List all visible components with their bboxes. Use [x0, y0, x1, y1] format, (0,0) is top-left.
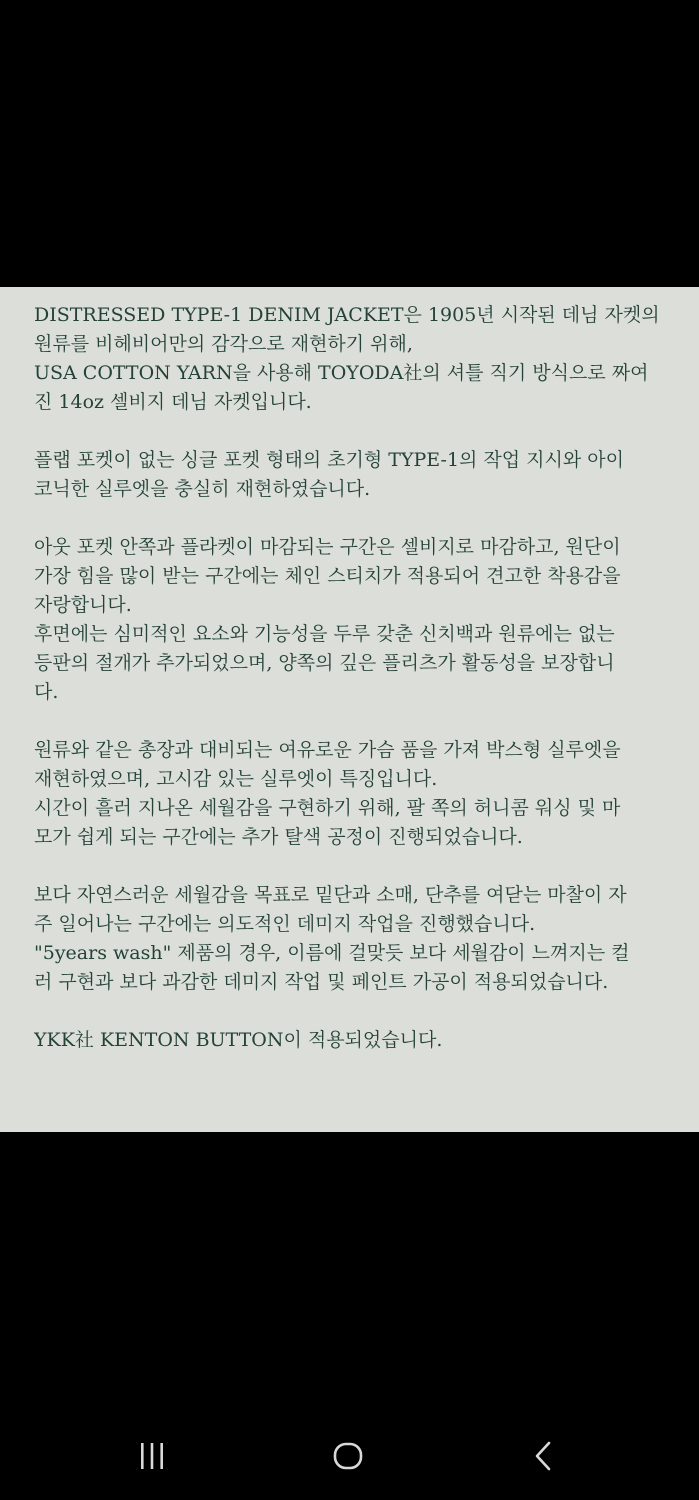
text-line: 재현하였으며, 고시감 있는 실루엣이 특징입니다. — [34, 768, 438, 790]
paragraph-construction — [34, 533, 669, 707]
paragraph-spacer — [34, 417, 669, 446]
recents-icon — [137, 1441, 167, 1471]
text-line: "5years wash" 제품의 경우, 이름에 걸맞듯 보다 세월감이 느껴지는 컬 — [34, 942, 630, 964]
text-line: 원류와 같은 총장과 대비되는 여유로운 가슴 품을 가져 박스형 실루엣을 — [34, 739, 621, 761]
text-line: 코닉한 실루엣을 충실히 재현하였습니다. — [34, 478, 371, 500]
back-button[interactable] — [514, 1434, 574, 1478]
paragraph-spacer — [34, 997, 669, 1026]
text-line: USA COTTON YARN을 사용해 TOYODA社의 셔틀 직기 방식으로 짜여 — [34, 362, 649, 384]
back-icon — [529, 1441, 559, 1471]
paragraph-intro — [34, 301, 669, 417]
navigation-bar — [0, 1410, 699, 1500]
text-line: 보다 자연스러운 세월감을 목표로 밑단과 소매, 단추를 여닫는 마찰이 자 — [34, 884, 627, 906]
text-line: 러 구현과 보다 과감한 데미지 작업 및 페인트 가공이 적용되었습니다. — [34, 971, 609, 993]
text-line: 시간이 흘러 지나온 세월감을 구현하기 위해, 팔 쪽의 허니콤 워싱 및 마 — [34, 797, 621, 819]
text-line: 자랑합니다. — [34, 594, 132, 616]
text-line: 모가 쉽게 되는 구간에는 추가 탈색 공정이 진행되었습니다. — [34, 826, 523, 848]
paragraph-button — [34, 1026, 669, 1055]
text-line: DISTRESSED TYPE-1 DENIM JACKET은 1905년 시작된 데님 자켓의 — [34, 304, 660, 326]
text-line: 주 일어나는 구간에는 의도적인 데미지 작업을 진행했습니다. — [34, 913, 536, 935]
recents-button[interactable] — [122, 1434, 182, 1478]
paragraph-fit-and-wash — [34, 736, 669, 852]
paragraph-spacer — [34, 504, 669, 533]
home-icon — [332, 1440, 364, 1472]
paragraph-damage — [34, 881, 669, 997]
home-button[interactable] — [318, 1434, 378, 1478]
text-line: 플랩 포켓이 없는 싱글 포켓 형태의 초기형 TYPE-1의 작업 지시와 아이 — [34, 449, 624, 471]
paragraph-spacer — [34, 707, 669, 736]
text-line: 가장 힘을 많이 받는 구간에는 체인 스티치가 적용되어 견고한 착용감을 — [34, 565, 621, 587]
product-description-card — [0, 287, 699, 1132]
text-line: 원류를 비헤비어만의 감각으로 재현하기 위해, — [34, 333, 413, 355]
paragraph-spacer — [34, 852, 669, 881]
paragraph-silhouette — [34, 446, 669, 504]
text-line: 다. — [34, 681, 59, 703]
text-line: 등판의 절개가 추가되었으며, 양쪽의 깊은 플리츠가 활동성을 보장합니 — [34, 652, 615, 674]
text-line: 아웃 포켓 안쪽과 플라켓이 마감되는 구간은 셀비지로 마감하고, 원단이 — [34, 536, 621, 558]
text-line: 진 14oz 셀비지 데님 자켓입니다. — [34, 391, 312, 413]
text-line: YKK社 KENTON BUTTON이 적용되었습니다. — [34, 1029, 443, 1051]
text-line: 후면에는 심미적인 요소와 기능성을 두루 갖춘 신치백과 원류에는 없는 — [34, 623, 615, 645]
